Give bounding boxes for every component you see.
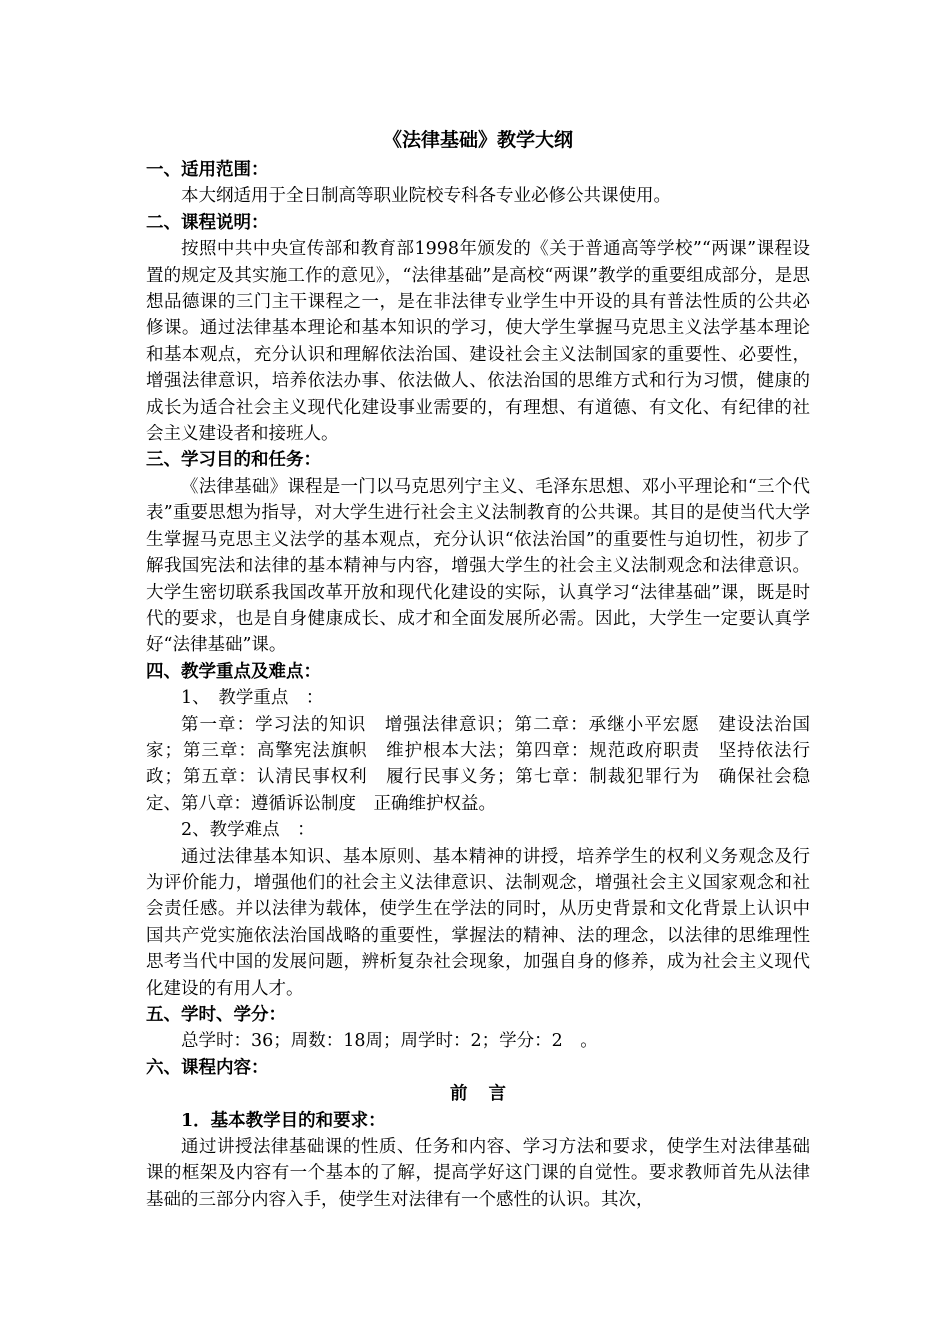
subheading-difficulties: 2、教学难点 ： <box>181 820 315 841</box>
paragraph-key-points: 第一章：学习法的知识 增强法律意识；第二章：承继小平宏愿 建设法治国家；第三章：高擎宪法旗帜 维护根本大法；第四章：规范政府职责 坚持依法行政；第五章：认清民事权利 履行民事义务；第七章：制裁犯罪行为 确保社会稳定、第八章：遵循诉讼制度 正确维护权益。 <box>146 714 810 814</box>
section-heading-scope: 一、适用范围： <box>146 160 269 180</box>
section-heading-credits: 五、学时、学分： <box>146 1005 286 1025</box>
section-heading-key-points: 四、教学重点及难点： <box>146 661 321 682</box>
subheading-key-points: 1、 教学重点 ： <box>181 688 324 709</box>
paragraph-difficulties: 通过法律基本知识、基本原则、基本精神的讲授，培养学生的权利义务观念及行为评价能力，增强他们的社会主义法律意识、法制观念，增强社会主义国家观念和社会责任感。并以法律为载体，使学生在学法的同时，从历史背景和文化背景上认识中国共产党实施依法治国战略的重要性，掌握法的精神、法的理念，以法律的思维理性思考当代中国的发展问题，辨析复杂社会现象，加强自身的修养，成为社会主义现代化建设的有用人才。 <box>146 846 810 999</box>
section-heading-description: 二、课程说明： <box>146 212 269 233</box>
section-heading-purpose: 三、学习目的和任务： <box>146 450 321 471</box>
preface-heading: 前言 <box>450 1084 527 1105</box>
paragraph-description: 按照中共中央宣传部和教育部1998年颁发的《关于普通高等学校”“两课”课程设置的规定及其实施工作的意见》，“法律基础”是高校“两课”教学的重要组成部分，是思想品德课的三门主干课程之一，是在非法律专业学生中开设的具有普法性质的公共必修课。通过法律基本理论和基本知识的学习，使大学生掌握马克思主义法学基本理论和基本观点，充分认识和理解依法治国、建设社会主义法制国家的重要性、必要性，增强法律意识，培养依法办事、依法做人、依法治国的思维方式和行为习惯，健康的成长为适合社会主义现代化建设事业需要的，有理想、有道德、有文化、有纪律的社会主义建设者和接班人。 <box>146 239 810 445</box>
section-heading-content: 六、课程内容： <box>146 1057 269 1078</box>
preface-subheading: 1．基本教学目的和要求： <box>181 1110 386 1131</box>
document-body <box>146 125 810 1213</box>
paragraph-scope: 本大纲适用于全日制高等职业院校专科各专业必修公共课使用。 <box>181 186 671 207</box>
document-title: 《法律基础》教学大纲 <box>382 129 573 151</box>
paragraph-preface: 通过讲授法律基础课的性质、任务和内容、学习方法和要求，使学生对法律基础课的框架及内容有一个基本的了解，提高学好这门课的自觉性。要求教师首先从法律基础的三部分内容入手，使学生对法律有一个感性的认识。其次， <box>146 1137 810 1210</box>
paragraph-credits: 总学时：36；周数：18周；周学时：2；学分：2 。 <box>181 1031 598 1052</box>
paragraph-purpose: 《法律基础》课程是一门以马克思列宁主义、毛泽东思想、邓小平理论和“三个代表”重要思想为指导，对大学生进行社会主义法制教育的公共课。其目的是使当代大学生掌握马克思主义法学的基本观点，充分认识“依法治国”的重要性与迫切性，初步了解我国宪法和法律的基本精神与内容，增强大学生的社会主义法制观念和法律意识。大学生密切联系我国改革开放和现代化建设的实际，认真学习“法律基础”课，既是时代的要求，也是自身健康成长、成才和全面发展所必需。因此，大学生一定要认真学好“法律基础”课。 <box>146 476 810 656</box>
